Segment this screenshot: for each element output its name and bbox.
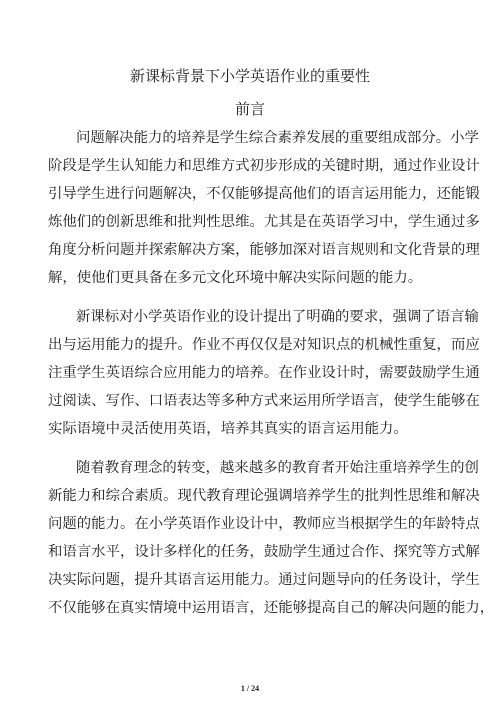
paragraph-3-line-2: 新能力和综合素质。现代教育理论强调培养学生的批判性思维和解决	[48, 488, 480, 504]
paragraph-3-line-1: 随着教育理念的转变，越来越多的教育者开始注重培养学生的创	[76, 460, 479, 476]
paragraph-1-line-5: 角度分析问题并探索解决方案，能够加深对语言规则和文化背景的理	[48, 242, 480, 258]
paragraph-1-line-4: 炼他们的创新思维和批判性思维。尤其是在英语学习中，学生通过多	[48, 214, 480, 230]
paragraph-1-line-1: 问题解决能力的培养是学生综合素养发展的重要组成部分。小学	[76, 130, 479, 146]
paragraph-2-line-3: 注重学生英语综合应用能力的培养。在作业设计时，需要鼓励学生通	[48, 365, 480, 381]
paragraph-1-line-6: 解，使他们更具备在多元文化环境中解决实际问题的能力。	[48, 270, 423, 286]
paragraph-3-line-5: 决实际问题，提升其语言运用能力。通过问题导向的任务设计，学生	[48, 572, 480, 588]
page-number: 1 / 24	[240, 684, 260, 693]
section-heading: 前言	[234, 100, 265, 118]
paragraph-2-line-5: 实际语境中灵活使用英语，培养其真实的语言运用能力。	[48, 421, 408, 437]
paragraph-3-line-6: 不仅能够在真实情境中运用语言，还能够提高自己的解决问题的能力，	[48, 600, 495, 616]
paragraph-3-line-4: 和语言水平，设计多样化的任务，鼓励学生通过合作、探究等方式解	[48, 544, 480, 560]
paragraph-3-line-3: 问题的能力。在小学英语作业设计中，教师应当根据学生的年龄特点	[48, 516, 480, 532]
paragraph-2-line-2: 出与运用能力的提升。作业不再仅仅是对知识点的机械性重复，而应	[48, 337, 480, 353]
paragraph-1-line-3: 引导学生进行问题解决，不仅能够提高他们的语言运用能力，还能锻	[48, 186, 480, 202]
paragraph-2-line-1: 新课标对小学英语作业的设计提出了明确的要求，强调了语言输	[76, 309, 479, 325]
paragraph-1-line-2: 阶段是学生认知能力和思维方式初步形成的关键时期，通过作业设计	[48, 158, 480, 174]
document-title: 新课标背景下小学英语作业的重要性	[129, 67, 370, 85]
paragraph-2-line-4: 过阅读、写作、口语表达等多种方式来运用所学语言，使学生能够在	[48, 393, 480, 409]
